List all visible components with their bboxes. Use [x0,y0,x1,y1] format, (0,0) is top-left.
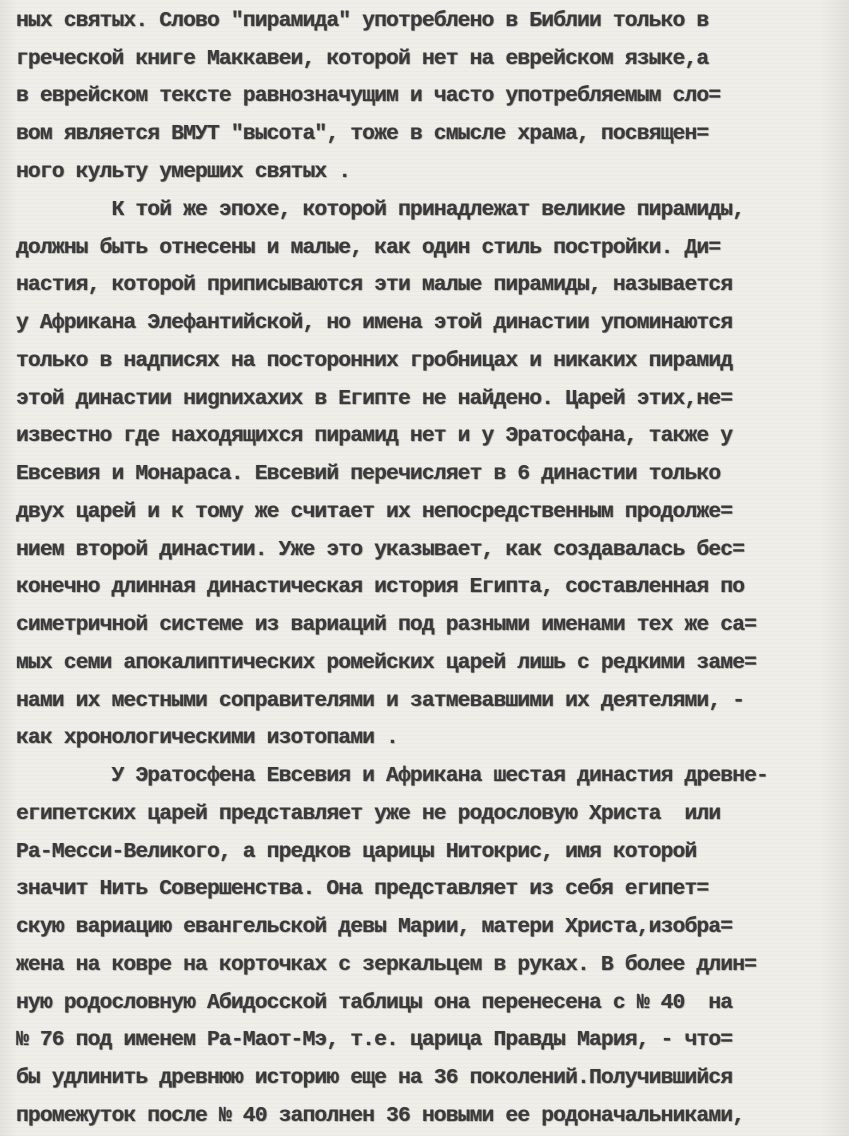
text-line: ную родословную Абидосской таблицы она перенесена с № 40 на [16,991,733,1015]
text-line: симетричной системе из вариаций под разными именами тех же са= [16,613,757,637]
text-line: значит Нить Совершенства. Она представляет из себя египет= [16,877,709,901]
text-line: ного культу умерших святых . [16,160,351,184]
text-line: скую вариацию евангельской девы Марии, матери Христа,изобра= [16,915,733,939]
text-line: в еврейском тексте равнозначущим и часто употребляемым сло= [16,84,721,108]
text-line: известно где находящихся пирамид нет и у Эратосфана, также у [16,424,733,448]
text-line: Евсевия и Монараса. Евсевий перечисляет в 6 династии только [16,462,721,486]
text-line: № 76 под именем Ра-Маот-Мэ, т.е. царица Правды Мария, - что= [16,1028,733,1052]
text-line: греческой книге Маккавеи, которой нет на еврейском языке,а [16,47,709,71]
text-line: египетских царей представляет уже не родословую Христа или [16,802,721,826]
text-line: бы удлинить древнюю историю еще на 36 поколений.Получившийся [16,1066,733,1090]
text-line: только в надписях на посторонних гробницах и никаких пирамид [16,349,733,373]
text-line: нами их местными соправителями и затмевавшими их деятелями, - [16,689,745,713]
text-line: двух царей и к тому же считает их непосредственным продолже= [16,500,733,524]
text-line: жена на ковре на корточках с зеркальцем в руках. В более длин= [16,953,757,977]
text-line: этой династии ниgnихахих в Египте не найдено. Царей этих,не= [16,387,733,411]
text-line: К той же эпохе, которой принадлежат великие пирамиды, [16,198,745,222]
text-line: настия, которой приписываются эти малые пирамиды, называется [16,273,733,297]
text-line: мых семи апокалиптических ромейских царей лишь с редкими заме= [16,651,757,675]
text-line: у Африкана Элефантийской, но имена этой династии упоминаются [16,311,733,335]
text-line: У Эратосфена Евсевия и Африкана шестая династия древне- [16,764,768,788]
text-line: должны быть отнесены и малые, как один стиль постройки. Ди= [16,236,721,260]
text-line: вом является ВМУТ "высота", тоже в смысле храма, посвящен= [16,122,709,146]
text-line: конечно длинная династическая история Египта, составленная по [16,575,745,599]
text-line: ных святых. Слово "пирамида" употреблено в Библии только в [16,9,709,33]
text-line: нием второй династии. Уже это указывает, как создавалась бес= [16,538,745,562]
text-line: как хронологическими изотопами . [16,726,398,750]
text-line: промежуток после № 40 заполнен 36 новыми ее родоначальниками, [16,1104,745,1128]
text-line: Ра-Месси-Великого, а предков царицы Нитокрис, имя которой [16,840,697,864]
